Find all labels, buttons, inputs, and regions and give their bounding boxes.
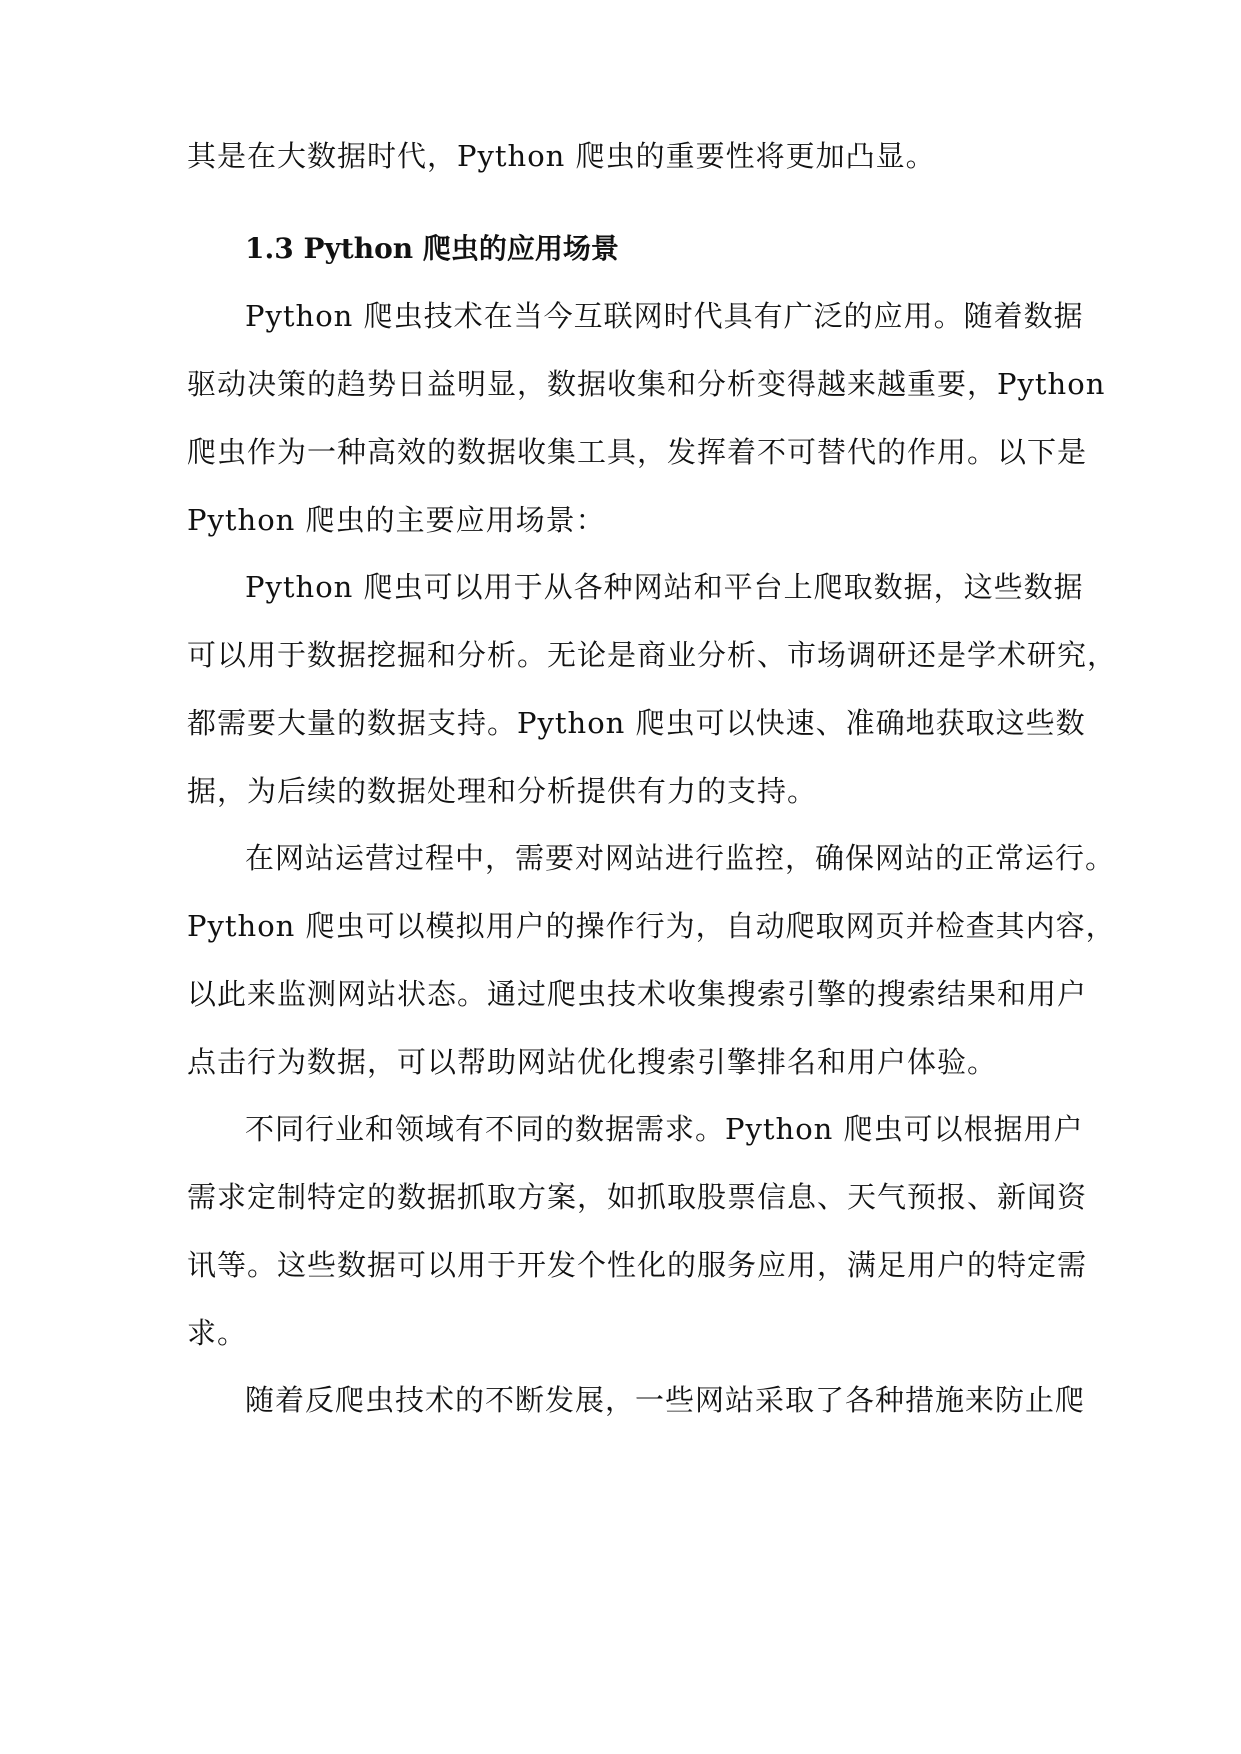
paragraph-line: 点击行为数据，可以帮助网站优化搜索引擎排名和用户体验。 (187, 1045, 998, 1079)
paragraph-line: Python 爬虫的主要应用场景： (187, 503, 606, 537)
paragraph-line: 不同行业和领域有不同的数据需求。Python 爬虫可以根据用户 (245, 1112, 1084, 1146)
paragraph-line: 在网站运营过程中，需要对网站进行监控，确保网站的正常运行。 (245, 841, 1116, 875)
paragraph-line: 可以用于数据挖掘和分析。无论是商业分析、市场调研还是学术研究， (187, 638, 1118, 672)
paragraph-line: 都需要大量的数据支持。Python 爬虫可以快速、准确地获取这些数 (187, 706, 1086, 740)
paragraph-line: 需求定制特定的数据抓取方案，如抓取股票信息、天气预报、新闻资 (187, 1180, 1088, 1214)
paragraph-line: 驱动决策的趋势日益明显，数据收集和分析变得越来越重要，Python (187, 367, 1106, 401)
paragraph-line: Python 爬虫技术在当今互联网时代具有广泛的应用。随着数据 (245, 299, 1084, 333)
carryover-text: 其是在大数据时代，Python 爬虫的重要性将更加凸显。 (187, 139, 936, 173)
paragraph-line: 求。 (187, 1316, 248, 1350)
paragraph-line: 据，为后续的数据处理和分析提供有力的支持。 (187, 774, 818, 808)
paragraph-line: 讯等。这些数据可以用于开发个性化的服务应用，满足用户的特定需 (187, 1248, 1088, 1282)
paragraph-line: Python 爬虫可以模拟用户的操作行为，自动爬取网页并检查其内容， (187, 909, 1116, 943)
section-heading: 1.3 Python 爬虫的应用场景 (245, 232, 619, 265)
paragraph-line: Python 爬虫可以用于从各种网站和平台上爬取数据，这些数据 (245, 570, 1084, 604)
paragraph-line: 爬虫作为一种高效的数据收集工具，发挥着不可替代的作用。以下是 (187, 435, 1088, 469)
paragraph-line: 以此来监测网站状态。通过爬虫技术收集搜索引擎的搜索结果和用户 (187, 977, 1088, 1011)
paragraph-line: 随着反爬虫技术的不断发展，一些网站采取了各种措施来防止爬 (245, 1383, 1086, 1417)
